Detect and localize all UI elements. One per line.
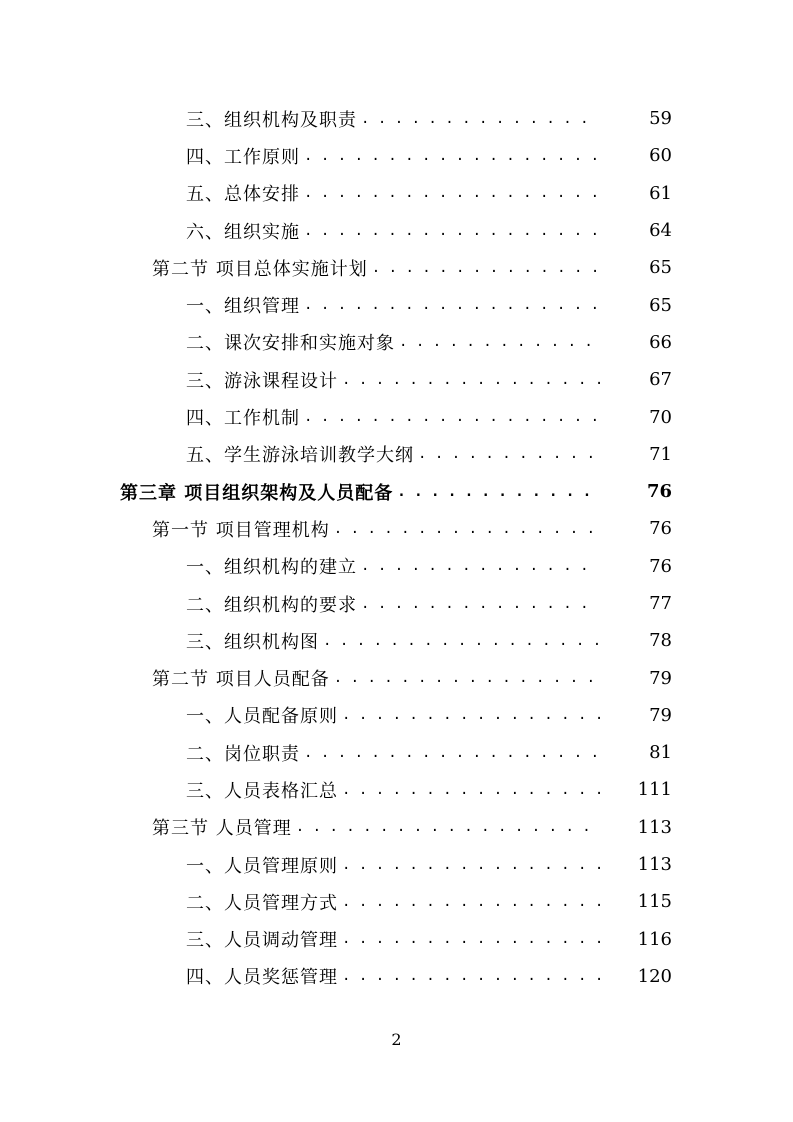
toc-entry-page: 81	[649, 742, 672, 764]
toc-subsection-entry[interactable]	[0, 100, 793, 137]
toc-subsection-entry[interactable]	[0, 585, 793, 622]
toc-dot-leader	[342, 782, 600, 798]
toc-dot-leader	[304, 185, 600, 201]
toc-entry-title: 三、游泳课程设计	[186, 370, 338, 392]
toc-entry-title: 六、组织实施	[186, 221, 300, 243]
toc-entry-page: 64	[649, 220, 672, 242]
toc-dot-leader	[361, 111, 600, 127]
toc-dot-leader	[296, 819, 600, 835]
toc-dot-leader	[304, 745, 600, 761]
toc-subsection-entry[interactable]	[0, 548, 793, 585]
toc-entry-title: 第一节 项目管理机构	[152, 519, 330, 541]
toc-dot-leader	[323, 633, 600, 649]
toc-entry-title: 二、组织机构的要求	[186, 594, 357, 616]
toc-entry-page: 115	[637, 891, 672, 913]
toc-entry-page: 76	[649, 518, 672, 540]
toc-chapter-entry[interactable]	[0, 473, 793, 510]
toc-entry-page: 113	[637, 816, 672, 838]
toc-dot-leader	[397, 484, 600, 500]
toc-entry-title: 一、组织机构的建立	[186, 557, 357, 579]
toc-entry-page: 116	[637, 928, 672, 950]
page-number: 2	[391, 1030, 402, 1049]
toc-entry-page: 79	[649, 667, 672, 689]
toc-subsection-entry[interactable]	[0, 883, 793, 920]
toc-dot-leader	[334, 670, 600, 686]
toc-entry-title: 四、工作机制	[186, 408, 300, 430]
toc-entry-title: 四、工作原则	[186, 146, 300, 168]
toc-entry-page: 59	[649, 108, 672, 130]
toc-entry-page: 70	[649, 406, 672, 428]
toc-subsection-entry[interactable]	[0, 846, 793, 883]
toc-dot-leader	[342, 968, 600, 984]
toc-entry-page: 76	[646, 481, 672, 503]
toc-subsection-entry[interactable]	[0, 398, 793, 435]
toc-entry-title: 一、人员配备原则	[186, 706, 338, 728]
toc-entry-title: 第二节 项目人员配备	[152, 669, 330, 691]
toc-entry-title: 一、组织管理	[186, 296, 300, 318]
toc-entry-page: 61	[649, 182, 672, 204]
toc-entry-page: 113	[637, 854, 672, 876]
toc-section-entry[interactable]	[0, 659, 793, 696]
toc-subsection-entry[interactable]	[0, 436, 793, 473]
toc-entry-title: 三、人员调动管理	[186, 930, 338, 952]
toc-entry-title: 二、岗位职责	[186, 743, 300, 765]
toc-entry-page: 79	[649, 704, 672, 726]
toc-entry-page: 120	[637, 965, 672, 987]
toc-entry-page: 67	[649, 369, 672, 391]
toc-entry-title: 三、组织机构图	[186, 631, 319, 653]
toc-entry-page: 65	[649, 257, 672, 279]
toc-entry-page: 77	[649, 593, 672, 614]
toc-subsection-entry[interactable]	[0, 324, 793, 361]
toc-dot-leader	[342, 707, 600, 723]
toc-subsection-entry[interactable]	[0, 212, 793, 249]
toc-entry-title: 二、课次安排和实施对象	[186, 333, 395, 355]
toc-entry-page: 76	[649, 555, 672, 577]
toc-dot-leader	[304, 409, 600, 425]
toc-subsection-entry[interactable]	[0, 175, 793, 212]
toc-dot-leader	[342, 931, 600, 947]
toc-section-entry[interactable]	[0, 809, 793, 846]
toc-dot-leader	[372, 260, 600, 276]
toc-dot-leader	[342, 894, 600, 910]
toc-subsection-entry[interactable]	[0, 771, 793, 808]
toc-subsection-entry[interactable]	[0, 137, 793, 174]
toc-entry-title: 第二节 项目总体实施计划	[152, 258, 368, 280]
toc-entry-title: 二、人员管理方式	[186, 892, 338, 914]
toc-dot-leader	[304, 223, 600, 239]
toc-entry-title: 三、组织机构及职责	[186, 109, 357, 131]
toc-dot-leader	[361, 558, 600, 574]
toc-section-entry[interactable]	[0, 510, 793, 547]
toc-entry-page: 66	[649, 331, 672, 353]
toc-entry-page: 60	[649, 145, 672, 167]
toc-entry-title: 五、学生游泳培训教学大纲	[186, 445, 414, 467]
toc-dot-leader	[304, 148, 600, 164]
toc-dot-leader	[342, 372, 600, 388]
toc-entry-page: 111	[637, 779, 672, 801]
toc-dot-leader	[342, 857, 600, 873]
toc-dot-leader	[418, 446, 600, 462]
toc-entry-title: 第三章 项目组织架构及人员配备	[120, 482, 394, 504]
toc-subsection-entry[interactable]	[0, 958, 793, 995]
toc-entry-title: 四、人员奖惩管理	[186, 967, 338, 989]
toc-subsection-entry[interactable]	[0, 697, 793, 734]
toc-dot-leader	[304, 297, 600, 313]
toc-entry-title: 三、人员表格汇总	[186, 780, 338, 802]
toc-entry-title: 五、总体安排	[186, 184, 300, 206]
toc-dot-leader	[361, 596, 600, 612]
toc-entry-title: 第三节 人员管理	[152, 818, 292, 840]
toc-section-entry[interactable]	[0, 249, 793, 286]
toc-dot-leader	[334, 521, 600, 537]
toc-subsection-entry[interactable]	[0, 622, 793, 659]
toc-subsection-entry[interactable]	[0, 921, 793, 958]
toc-subsection-entry[interactable]	[0, 286, 793, 323]
toc-subsection-entry[interactable]	[0, 734, 793, 771]
toc-entry-page: 71	[649, 443, 672, 465]
table-of-contents	[0, 100, 793, 995]
toc-dot-leader	[399, 334, 600, 350]
toc-subsection-entry[interactable]	[0, 361, 793, 398]
toc-entry-page: 65	[649, 294, 672, 316]
toc-entry-page: 78	[649, 630, 672, 652]
toc-entry-title: 一、人员管理原则	[186, 855, 338, 877]
